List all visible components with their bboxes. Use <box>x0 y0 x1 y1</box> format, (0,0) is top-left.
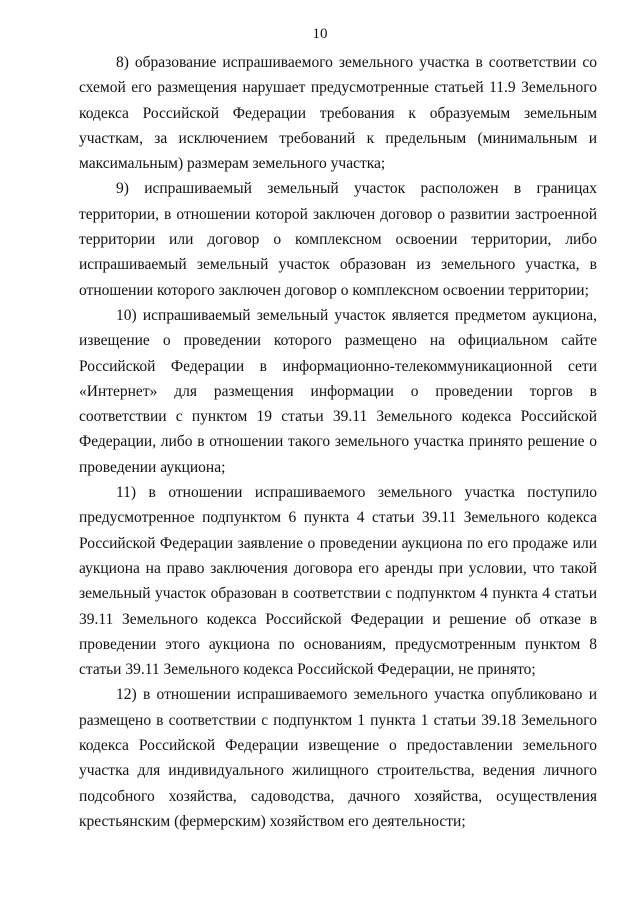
document-body <box>79 50 597 834</box>
paragraph-item-8: 8) образование испрашиваемого земельного участка в соответствии со схемой его размещения нарушает предусмотренные статьей 11.9 Земельного кодекса Российской Федерации требования к образуемым земельным участкам, за исключением требований к предельным (минимальным и максимальным) размерам земельного участка; <box>79 54 597 173</box>
paragraph-item-10: 10) испрашиваемый земельный участок является предметом аукциона, извещение о проведении которого размещено на официальном сайте Российской Федерации в информационно-телекоммуникационной сети «Интернет» для размещения информации о проведении торгов в соответствии с пунктом 19 статьи 39.11 Земельного кодекса Российской Федерации, либо в отношении такого земельного участка принято решение о проведении аукциона; <box>79 306 597 476</box>
paragraph-item-11: 11) в отношении испрашиваемого земельного участка поступило предусмотренное подпунктом 6 пункта 4 статьи 39.11 Земельного кодекса Российской Федерации заявление о проведении аукциона по его продаже или аукциона на право заключения договора его аренды при условии, что такой земельный участок образован в соответствии с подпунктом 4 пункта 4 статьи 39.11 Земельного кодекса Российской Федерации и решение об отказе в проведении этого аукциона по основаниям, предусмотренным пунктом 8 статьи 39.11 Земельного кодекса Российской Федерации, не принято; <box>79 484 597 679</box>
paragraph-item-12: 12) в отношении испрашиваемого земельного участка опубликовано и размещено в соответствии с подпунктом 1 пункта 1 статьи 39.18 Земельного кодекса Российской Федерации извещение о предоставлении земельного участка для индивидуального жилищного строительства, ведения личного подсобного хозяйства, садоводства, дачного хозяйства, осуществления крестьянским (фермерским) хозяйством его деятельности; <box>79 686 597 830</box>
page-number: 10 <box>312 26 328 42</box>
paragraph-item-9: 9) испрашиваемый земельный участок расположен в границах территории, в отношении которой заключен договор о развитии застроенной территории или договор о комплексном освоении территории, либо испрашиваемый земельный участок образован из земельного участка, в отношении которого заключен договор о комплексном освоении территории; <box>79 180 597 299</box>
